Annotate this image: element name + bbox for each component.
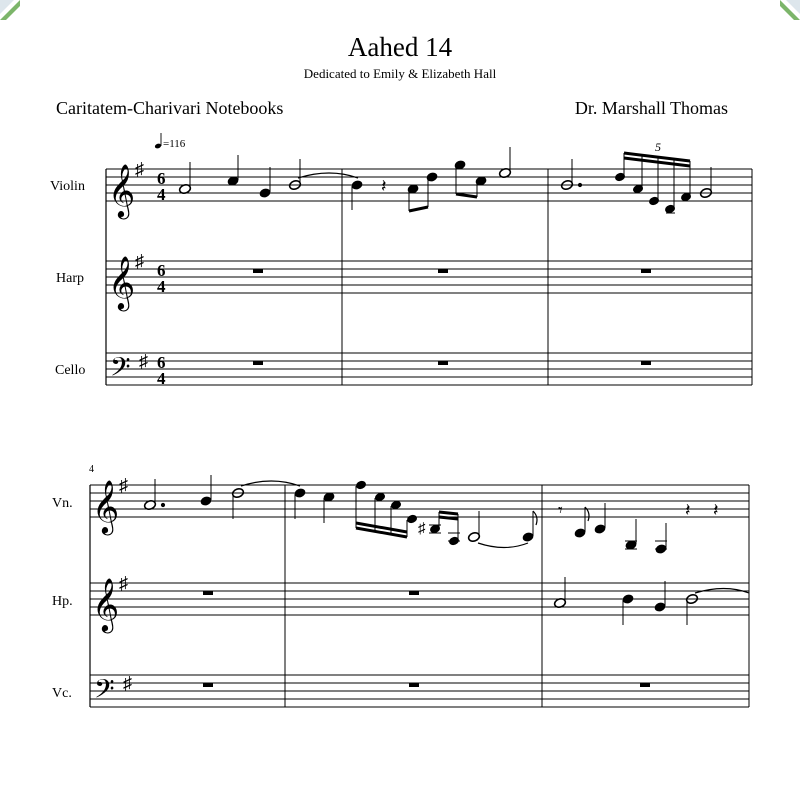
time-signature-bottom: 4	[157, 369, 166, 388]
instrument-name-violin-short: Vn.	[52, 496, 73, 511]
bass-clef-icon: 𝄢	[94, 674, 115, 710]
violin-staff	[90, 485, 749, 517]
harp-staff	[106, 261, 752, 293]
instrument-name-violin: Violin	[50, 179, 85, 194]
time-signature-bottom: 4	[157, 185, 166, 204]
svg-text:𝄽: 𝄽	[713, 500, 719, 520]
tempo-value: =116	[163, 138, 186, 150]
time-signature-top: 6	[157, 169, 166, 188]
sharp-icon: ♯	[135, 251, 144, 271]
svg-text:♯: ♯	[418, 521, 426, 537]
whole-rests-system-1	[253, 269, 651, 365]
measure-number: 4	[89, 464, 94, 475]
composer-name: Dr. Marshall Thomas	[574, 98, 728, 118]
harp-notes-system-2	[553, 577, 749, 625]
violin-staff	[106, 169, 752, 201]
treble-clef-icon: 𝄞	[92, 579, 120, 630]
sharp-icon: ♯	[139, 351, 148, 371]
sharp-icon: ♯	[119, 475, 128, 495]
sharp-icon: ♯	[123, 673, 132, 693]
collection-name: Caritatem-Charivari Notebooks	[56, 98, 284, 118]
sharp-icon: ♯	[119, 573, 128, 593]
tempo-marking	[154, 133, 186, 150]
violin-notes-system-2	[143, 475, 718, 554]
score-subtitle: Dedicated to Emily & Elizabeth Hall	[303, 66, 497, 81]
treble-clef-icon: 𝄞	[108, 165, 136, 216]
instrument-name-cello-short: Vc.	[52, 686, 72, 701]
cello-staff	[106, 353, 752, 385]
whole-rests-system-2	[203, 591, 650, 687]
time-signature-top: 6	[157, 353, 166, 372]
treble-clef-icon: 𝄞	[108, 257, 136, 308]
cello-staff	[90, 675, 749, 707]
time-signature-top: 6	[157, 261, 166, 280]
harp-staff	[90, 583, 749, 615]
svg-text:𝄾: 𝄾	[558, 500, 563, 520]
instrument-name-cello: Cello	[55, 363, 86, 378]
sharp-icon: ♯	[135, 159, 144, 179]
instrument-name-harp-short: Hp.	[52, 594, 73, 609]
tuplet-number: 5	[655, 140, 661, 154]
time-signature-bottom: 4	[157, 277, 166, 296]
svg-text:𝄽: 𝄽	[685, 500, 691, 520]
svg-text:𝄽: 𝄽	[381, 176, 387, 196]
treble-clef-icon: 𝄞	[92, 481, 120, 532]
bass-clef-icon: 𝄢	[110, 352, 131, 388]
score-title: Aahed 14	[347, 32, 453, 62]
instrument-name-harp: Harp	[56, 271, 84, 286]
system-2	[90, 485, 749, 707]
